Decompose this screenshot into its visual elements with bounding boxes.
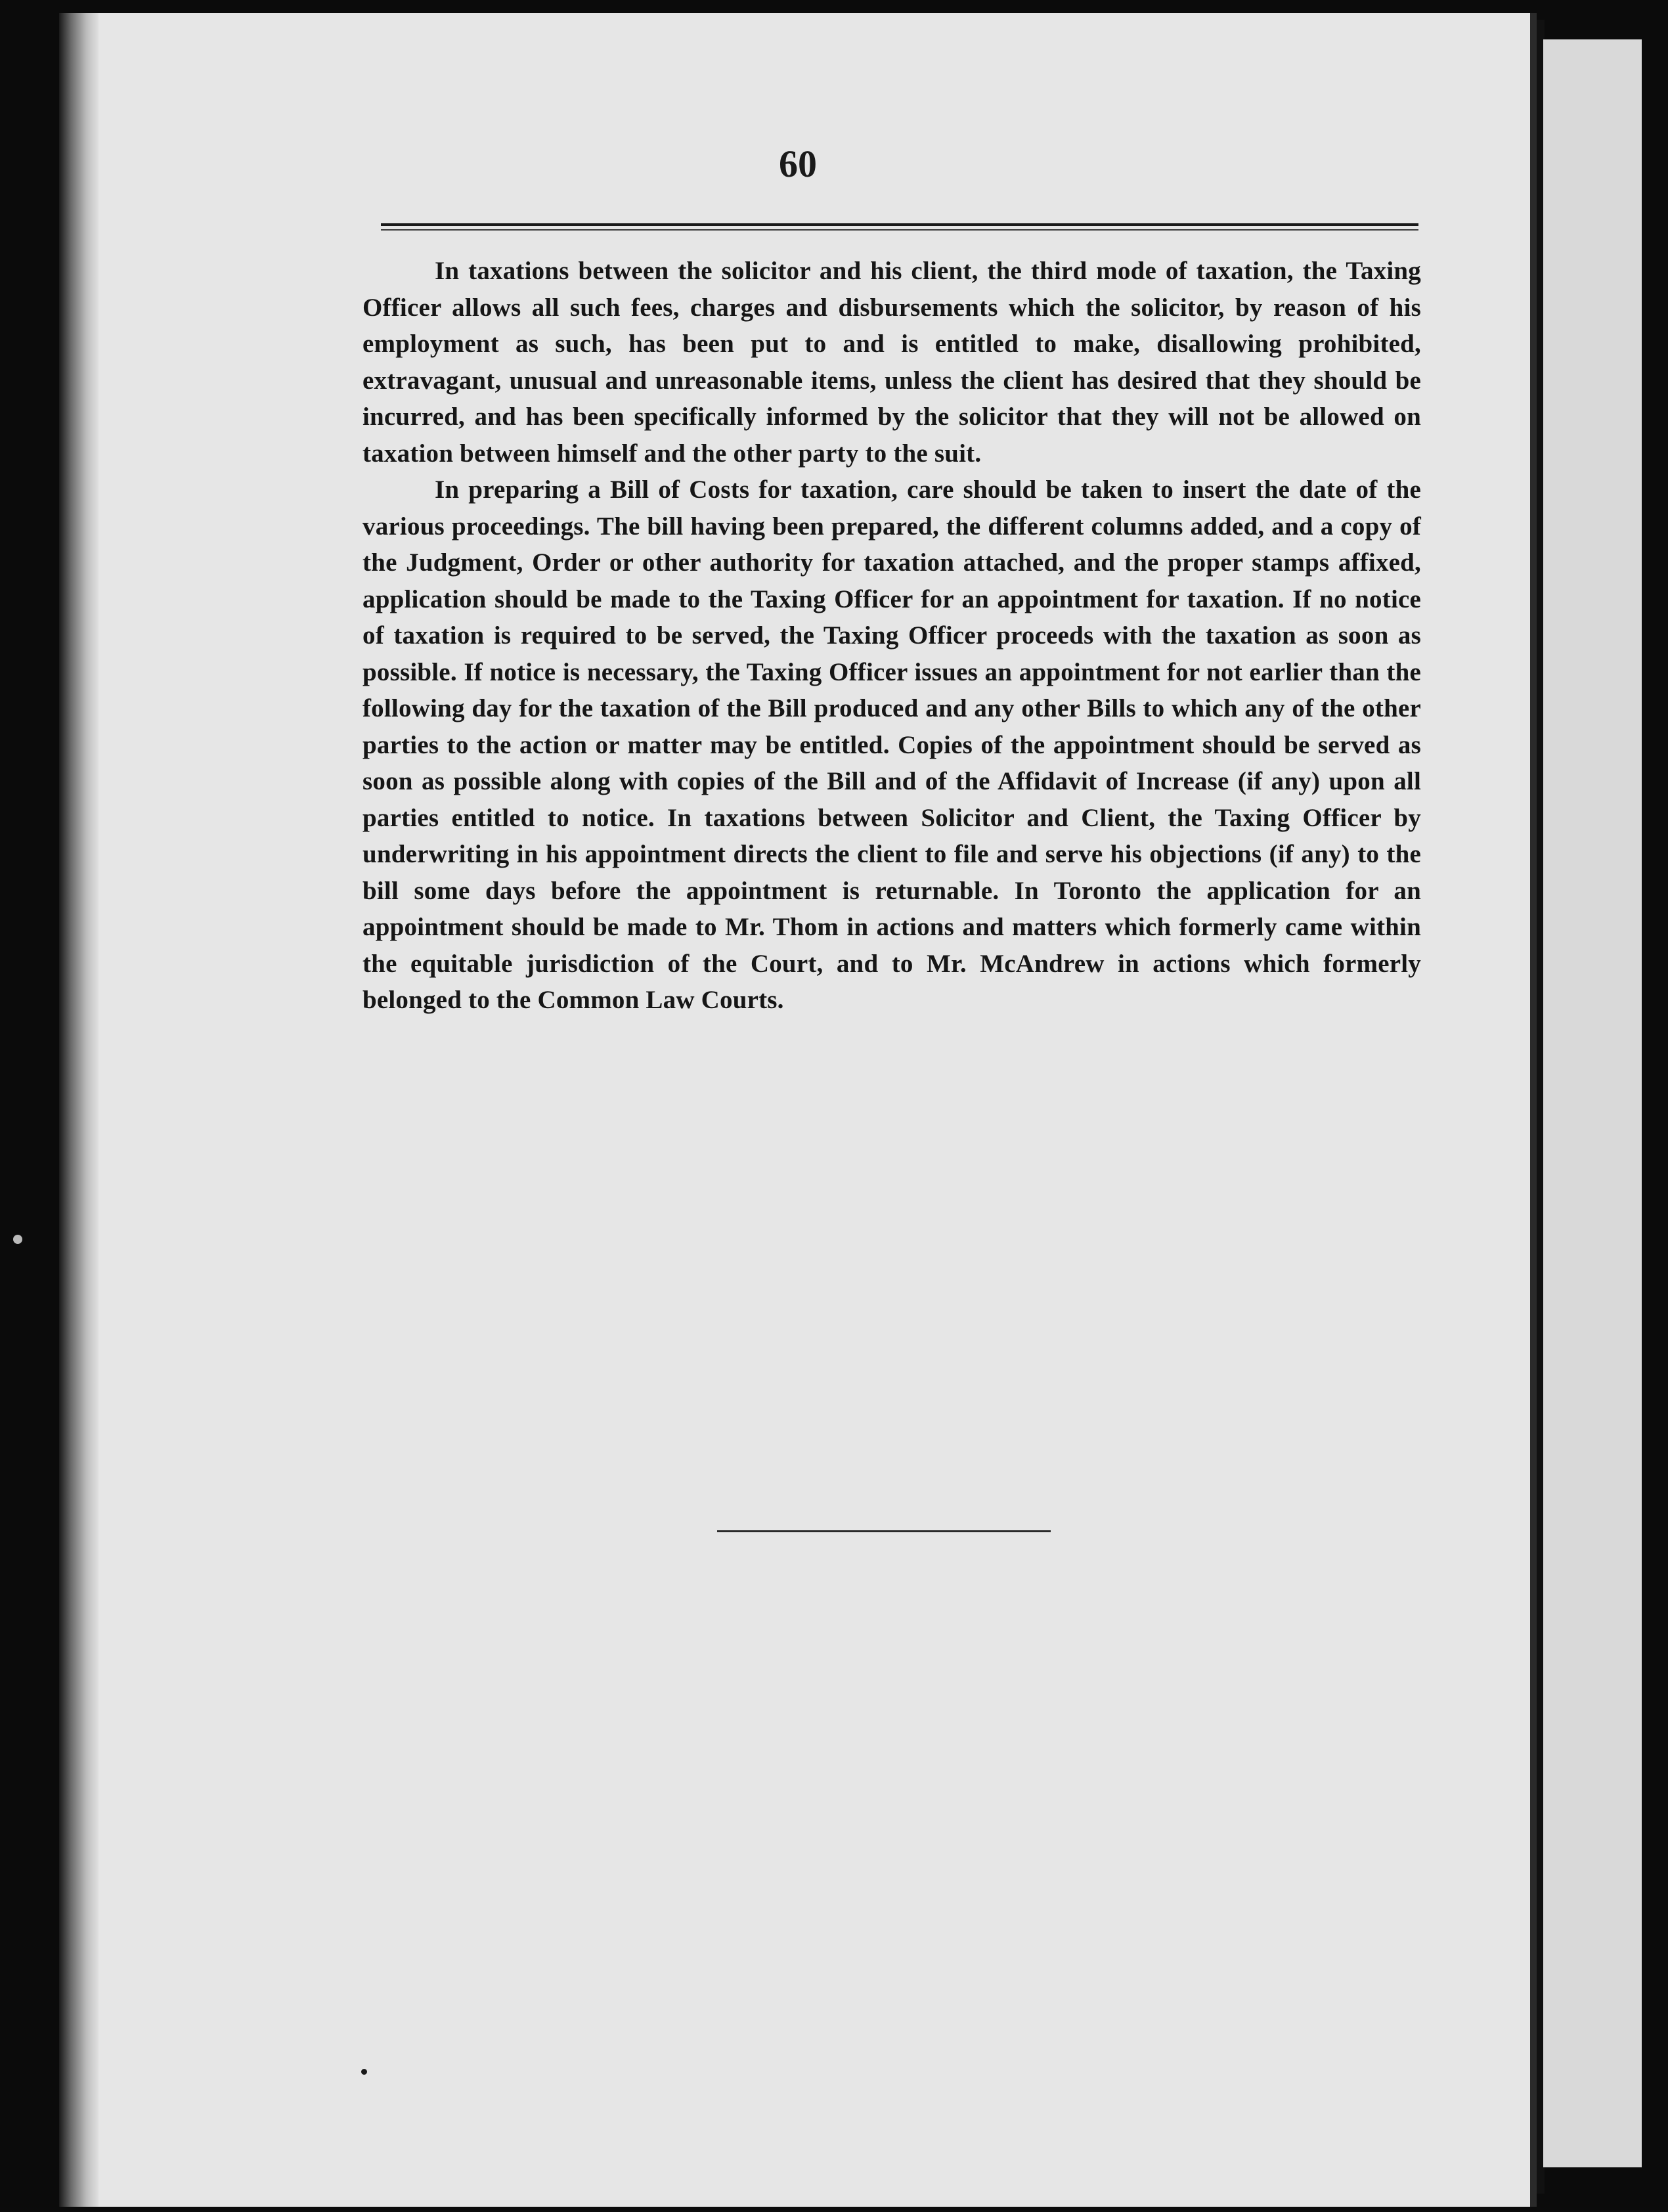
page-binding-shadow (59, 13, 99, 2207)
ink-speck (361, 2069, 367, 2075)
page-number: 60 (779, 143, 817, 185)
section-end-rule (717, 1530, 1051, 1532)
body-text (362, 253, 1421, 1019)
header-rule (381, 223, 1418, 226)
header-rule-secondary (381, 229, 1418, 231)
page-right-edge (1530, 13, 1537, 2207)
paragraph-solicitor-client-taxation: In taxations between the solicitor and his client, the third mode of taxation, the Taxing Officer allows all such fees, charges and disbursements which the solicitor, by reason of his employment as such, has been put to and is entitled to make, disallowing prohibited, extravagant, unusual and unreasonable items, unless the client has desired that they should be incurred, and has been specifically informed by the solicitor that they will not be allowed on taxation between himself and the other party to the suit. (362, 257, 1421, 468)
margin-ink-speck (13, 1235, 22, 1244)
scanned-page (59, 13, 1537, 2207)
paragraph-bill-of-costs: In preparing a Bill of Costs for taxation, care should be taken to insert the date of the various proceedings. The bill having been prepared, the different columns added, and a copy of the Judgment, Order or other authority for taxation attached, and the proper stamps affixed, application should be made to the Taxing Officer for an appointment for taxation. If no notice of taxation is required to be served, the Taxing Officer proceeds with the taxation as soon as possible. If notice is necessary, the Taxing Officer issues an appointment for not earlier than the following day for the taxation of the Bill produced and any other Bills to which any of the other parties to the action or matter may be entitled. Copies of the appointment should be served as soon as possible along with copies of the Bill and of the Affidavit of Increase (if any) upon all parties entitled to notice. In taxations between Solicitor and Client, the Taxing Officer by underwriting in his appointment directs the client to file and serve his objections (if any) to the bill some days before the appointment is returnable. In Toronto the application for an appointment should be made to Mr. Thom in actions and matters which formerly came within the equitable jurisdiction of the Court, and to Mr. McAndrew in actions which formerly belonged to the Common Law Courts. (362, 476, 1421, 1014)
facing-page-edge (1543, 39, 1642, 2167)
